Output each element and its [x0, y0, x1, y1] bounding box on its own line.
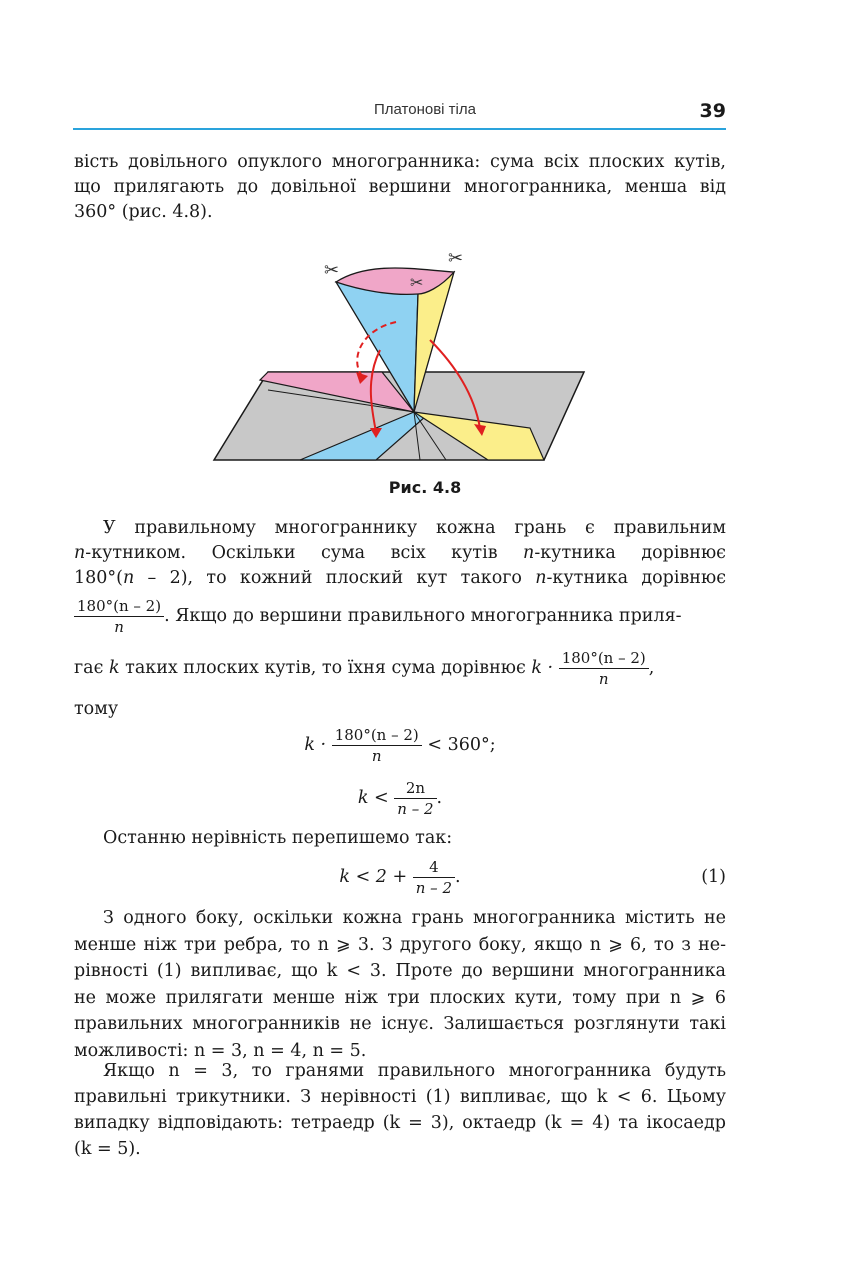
text-line: n-кутником. Оскільки сума всіх кутів n-кутника дорівнює	[74, 543, 726, 563]
text-line: гає k таких плоских кутів, то їхня сума дорівнює k · $\frac{180^\circ(n - 2)}{n}$ ,	[74, 649, 655, 688]
text-line: не може прилягати менше ніж три плоских кути, тому при n ⩾ 6	[74, 987, 726, 1008]
header-rule	[73, 128, 726, 130]
scissors-icon: ✂	[448, 248, 464, 269]
fraction: $\frac{180^\circ(n - 2)}{n}$	[74, 596, 164, 637]
scissors-icon: ✂	[410, 273, 424, 292]
page-number: 39	[699, 100, 726, 122]
intro-paragraph	[74, 150, 726, 225]
text-line: Останню нерівність перепишемо так:	[103, 828, 453, 848]
running-header: Платонові тіла	[374, 101, 476, 118]
text-line: тому	[74, 699, 119, 719]
text-line: (k = 5).	[74, 1139, 141, 1159]
paragraph-3	[74, 1058, 726, 1162]
fraction: $\frac{4}{n - 2}$	[413, 857, 455, 898]
paragraph-2	[74, 905, 726, 1064]
text-line: $\frac{180^\circ(n - 2)}{n}$ . Якщо до вершини правильного многогранника приля-	[74, 596, 726, 637]
fraction: $\frac{2n}{n - 2}$	[394, 778, 436, 819]
text-line: вість довільного опуклого многогранника: сума всіх плоских кутів,	[74, 152, 726, 172]
fraction: $\frac{180^\circ(n - 2)}{n}$	[332, 725, 422, 766]
figure-caption: Рис. 4.8	[388, 478, 462, 497]
text-line: З одного боку, оскільки кожна грань многогранника містить не	[103, 908, 726, 928]
text-line: можливості: n = 3, n = 4, n = 5.	[74, 1040, 367, 1061]
text-line: випадку відповідають: тетраедр (k = 3), октаедр (k = 4) та ікосаедр	[74, 1113, 726, 1133]
text-line: рівності (1) випливає, що k < 3. Проте до вершини многогранника	[74, 961, 726, 981]
text-line: менше ніж три ребра, то n ⩾ 3. З другого боку, якщо n ⩾ 6, то з не-	[74, 934, 726, 955]
text-line: Якщо n = 3, то гранями правильного многогранника будуть	[103, 1061, 726, 1081]
text-line: У правильному многограннику кожна грань є правильним	[103, 518, 726, 538]
text-line: правильні трикутники. З нерівності (1) випливає, що k < 6. Цьому	[74, 1087, 726, 1107]
equation-number: (1)	[701, 867, 726, 887]
text-line: що прилягають до довільної вершини многогранника, менша від	[74, 177, 726, 197]
paragraph-1	[74, 516, 726, 591]
formula-1: k · $\frac{180^\circ(n - 2)}{n}$ < 360°;	[304, 726, 496, 765]
text-line: 180°(n – 2), то кожний плоский кут такого n-кутника дорівнює	[74, 568, 726, 588]
formula-2: k < $\frac{2n}{n - 2}$ .	[357, 779, 443, 818]
scissors-icon: ✂	[324, 260, 340, 281]
figure-4-8	[200, 240, 600, 470]
text-line: 360° (рис. 4.8).	[74, 202, 213, 222]
text-line: правильних многогранників не існує. Залишається розглянути такі	[74, 1014, 726, 1034]
formula-3: k < 2 + $\frac{4}{n - 2}$ . (1)	[339, 858, 726, 897]
fraction: $\frac{180^\circ(n - 2)}{n}$	[559, 648, 649, 689]
